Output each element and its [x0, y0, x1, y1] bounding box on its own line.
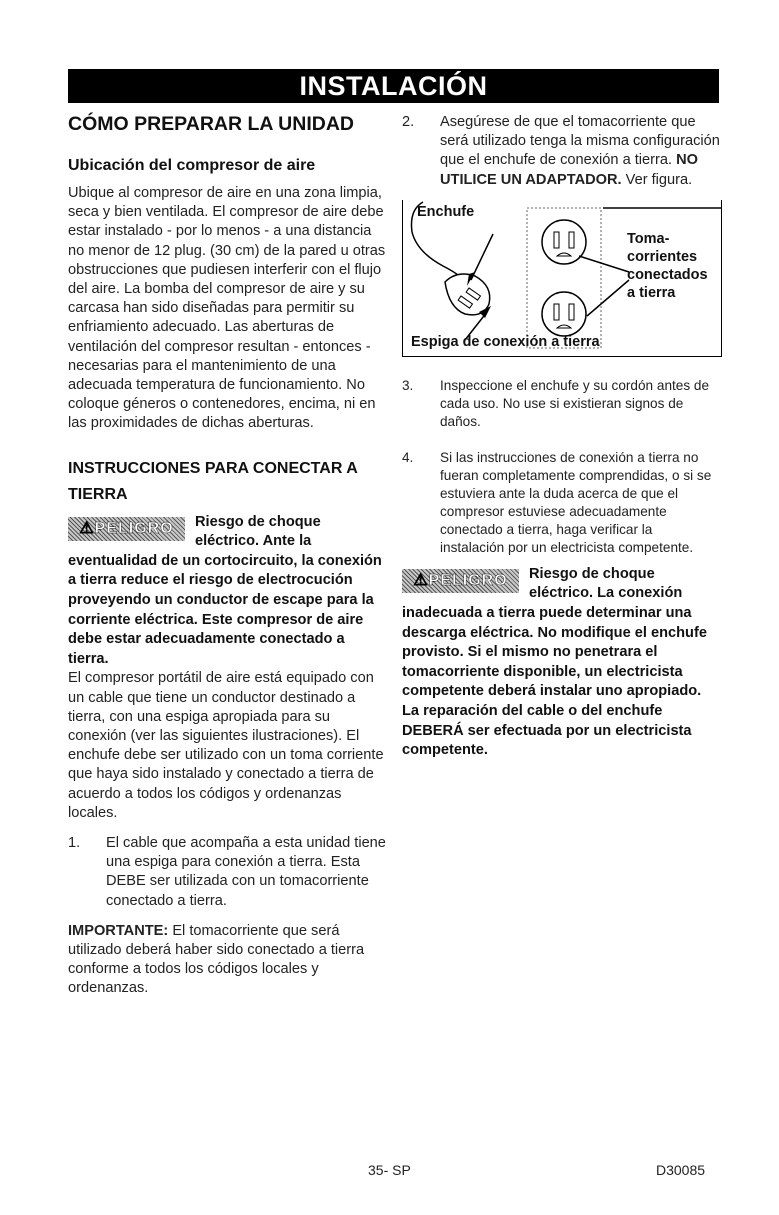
- list-item-4: [402, 449, 720, 557]
- repair-warning: La reparación del cable o del enchufe DEBERÁ ser efectuada por un electricista competente.: [402, 702, 692, 759]
- no-adapter-warning: NO UTILICE UN ADAPTADOR.: [440, 152, 698, 188]
- item-text: Asegúrese de que el tomacorriente que será utilizado tenga la misma configuración que el enchufe de conexión a tierra.: [440, 114, 720, 169]
- item-text: El cable que acompaña a esta unidad tiene una espiga para conexión a tierra. Esta DEBE ser utilizada con un tomacorriente conectado a tierra.: [106, 835, 386, 909]
- danger-badge: ⚠PELIGRO: [68, 517, 185, 541]
- danger-warning-2: [402, 565, 720, 702]
- grounding-paragraph: El compresor portátil de aire está equipado con un cable que tiene un conductor destinado a tierra, con una espiga apropiada para su conexión (ver las siguientes ilustraciones). El enchufe debe ser utilizado con un toma corriente que haya sido instalado y conectado a tierra de acuerdo a todos los códigos y ordenanzas locales.: [68, 670, 384, 821]
- danger-text-1: Riesgo de choque eléctrico. Ante la eventualidad de un cortocircuito, la conexión a tierra reduce el riesgo de electrocución proveyendo un conductor de escape para la corriente eléctrica. Este compresor de aire debe estar adecuadamente conectado a tierra.: [68, 513, 382, 667]
- item-number: 4.: [402, 449, 414, 465]
- grounding-pin-label: Espiga de conexión a tierra: [411, 333, 600, 350]
- right-column: [402, 113, 720, 761]
- location-paragraph: Ubique al compresor de aire en una zona limpia, seca y bien ventilada. El compresor de aire debe estar instalado - por lo menos - a una distancia no menor de 12 plug. (30 cm) de la pared u otras obstrucciones que pudiesen interferir con el flujo del aire. La bomba del compresor de aire y su carcasa han sido diseñadas para permitir su enfriamiento adecuado. Las aberturas de ventilación del compresor resultan - entonces - necesarias para el mantenimiento de una adecuada temperatura de funcionamiento. No coloque géneros o contenedores, encima, ni en las proximidades de dichas aberturas.: [68, 185, 386, 432]
- left-column: [68, 113, 386, 999]
- plug-label: Enchufe: [417, 203, 475, 220]
- important-label: IMPORTANTE:: [68, 922, 169, 939]
- important-text: El tomacorriente que será utilizado deberá haber sido conectado a tierra conforme a todos los códigos locales y ordenanzas.: [68, 922, 365, 997]
- section-banner: INSTALACIÓN: [68, 69, 719, 103]
- outlet-label: Toma- corrientes conectados a tierra: [627, 230, 708, 301]
- important-note: [68, 922, 386, 999]
- section-title: CÓMO PREPARAR LA UNIDAD: [68, 113, 354, 135]
- page-number: 35- SP: [368, 1162, 411, 1178]
- item-number: 3.: [402, 377, 414, 393]
- list-item-1: [68, 834, 386, 911]
- item-text: Si las instrucciones de conexión a tierra no fueran completamente comprendidas, o si se estuviera ante la duda acerca de que el compresor estuviese adecuadamente conectado a tierra, haga verificar la instalación por un electricista competente.: [440, 449, 712, 555]
- danger-badge: ⚠PELIGRO: [402, 569, 519, 593]
- location-heading: Ubicación del compresor de aire: [68, 157, 316, 174]
- grounding-figure: [402, 200, 722, 357]
- danger-warning-1: [68, 513, 386, 670]
- document-code: D30085: [656, 1162, 706, 1178]
- list-item-3: [402, 377, 720, 431]
- item-number: 1.: [68, 835, 81, 852]
- item-number: 2.: [402, 114, 415, 130]
- grounding-heading: INSTRUCCIONES PARA CONECTAR A TIERRA: [68, 459, 358, 503]
- list-item-2: [402, 113, 720, 190]
- danger-text-2: Riesgo de choque eléctrico. La conexión inadecuada a tierra puede determinar una descarga eléctrica. No modifique el enchufe provisto. Si el mismo no penetrara el tomacorriente disponible, un electricista competente deberá instalar uno apropiado.: [402, 565, 707, 700]
- item-text: Inspeccione el enchufe y su cordón antes de cada uso. No use si existieran signos de daños.: [440, 377, 710, 429]
- see-figure: Ver figura.: [625, 171, 693, 188]
